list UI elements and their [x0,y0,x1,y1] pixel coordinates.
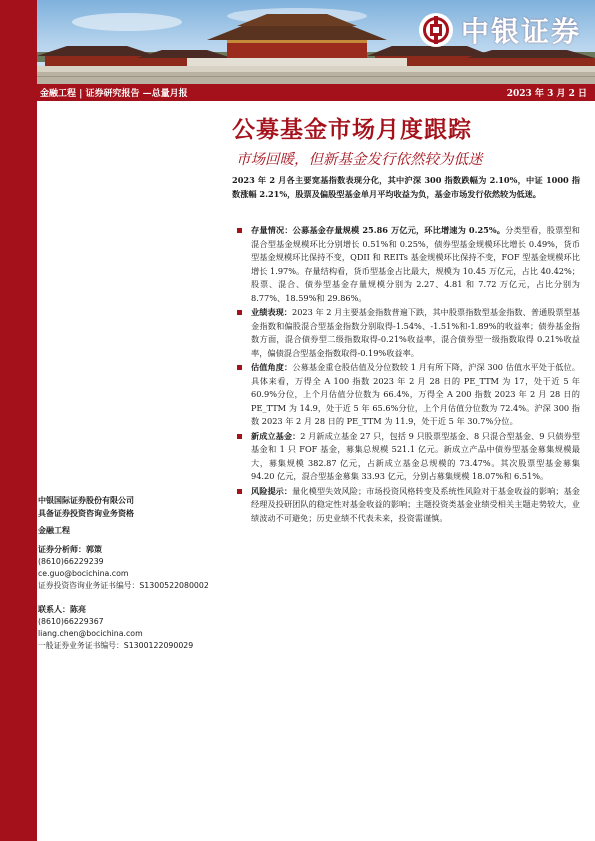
bullet-highlight: 公募基金存量规模 25.86 万亿元，环比增速为 0.25%。 [292,225,506,235]
analyst-title: 证券分析师：郭策 [38,544,102,554]
analyst-info [38,543,228,592]
bullet-body: 公募基金重仓股估值及分位数较 1 月有所下降，沪深 300 估值水平处于低位。具体来看，万得全 A 100 指数 2023 年 2 月 28 日的 PE_TTM 为 17，处于近 5 年 60.9%分位，上个月估值分位数为 66.4%，万得全 A 200 指数 2023 年 2 月 28 日的 PE_TTM 为 14.9，处于近 5 年 65.6%分位，上个月估值分位数为 72.4%。沪深 300 指数 2023 年 2 月 28 日的 PE_TTM 为 11.9，处于近 5 年 30.7%分位。 [251,362,580,426]
contact-phone: (8610)66229367 [38,617,104,626]
bullet-body: 分类型看，股票型和混合型基金规模环比分别增长 0.51%和 0.25%，债券型基金规模环比增长 0.49%，货币型基金规模环比保持不变，QDII 和 REITs 基金规模环比保持不变，FOF 型基金规模环比增长 1.97%。存量结构看，货币型基金占比最大，规模为 10.45 万亿元，占比 40.42%；股票、混合、债券型基金存量规模分别为 2.27、4.81 和 7.72 万亿元，占比分别为 8.77%、18.59%和 29.86%。 [251,225,580,303]
department [38,524,228,537]
bullet-marker-icon [237,489,242,494]
analyst-email[interactable]: ce.guo@bocichina.com [38,569,129,578]
bullet-heading: 存量情况： [251,225,293,235]
report-subtitle: 市场回暖，但新基金发行依然较为低迷 [236,152,483,168]
contact-title: 联系人：陈亮 [38,604,86,614]
company-qualification: 具备证券投资咨询业务资格 [38,508,134,518]
contact-certificate: 一般证券业务证书编号：S1300122090029 [38,641,194,650]
bullet-stock-situation [237,224,580,305]
key-points-list [237,224,580,526]
report-summary: 2023 年 2 月各主要宽基指数表现分化，其中沪深 300 指数跌幅为 2.10%，中证 1000 指数涨幅 2.21%，股票及偏股型基金单月平均收益为负，基金市场发行依然较为低迷。 [232,175,580,199]
header-banner [37,0,595,84]
bullet-performance [237,306,580,360]
bullet-marker-icon [237,310,242,315]
company-name: 中银国际证券股份有限公司 [38,495,134,505]
bullet-heading: 业绩表现： [251,307,292,317]
bullet-marker-icon [237,434,242,439]
bullet-new-funds [237,430,580,484]
analyst-phone: (8610)66229239 [38,557,104,566]
left-red-bar [0,0,37,841]
company-info [38,494,228,520]
bullet-body: 量化模型失效风险；市场投资风格转变及系统性风险对于基金收益的影响；基金经理及投研团队的稳定性对基金收益的影响；主题投资类基金业绩受相关主题走势较大，业绩波动不可避免；历史业绩不代表未来，投资需谨慎。 [251,485,580,523]
analyst-certificate: 证券投资咨询业务证书编号：S1300522080002 [38,581,209,590]
department-name: 金融工程 [38,525,70,535]
bullet-risk-warning [237,485,580,526]
bullet-body: 2023 年 2 月主要基金指数普遍下跌，其中股票指数型基金指数、普通股票型基金指数和偏股混合型基金指数分别取得-1.54%、-1.51%和-1.89%的收益率；债券基金指数方面，混合债券型二级指数取得-0.21%收益率，混合债券型一级指数取得 0.21%收益率，偏债混合型基金指数取得-0.19%收益率。 [251,307,580,358]
bullet-heading: 新成立基金： [251,430,301,441]
bullet-valuation [237,361,580,429]
report-category: 金融工程 | 证券研究报告 —总量月报 [40,89,188,99]
bullet-marker-icon [237,228,242,233]
bank-of-china-logo-icon [419,13,453,47]
report-date: 2023 年 3 月 2 日 [506,89,587,99]
category-strip [37,84,595,101]
bullet-marker-icon [237,365,242,370]
bullet-heading: 风险提示： [251,485,293,496]
brand-name: 中银证券 [460,15,581,48]
contact-email[interactable]: liang.chen@bocichina.com [38,629,143,638]
bullet-heading: 估值角度： [251,362,293,372]
brand-logo [419,10,581,50]
bullet-body: 2 月新成立基金 27 只，包括 9 只股票型基金、8 只混合型基金、9 只债券型基金和 1 只 FOF 基金，募集总规模 521.1 亿元。新成立产品中债券型基金募集规模最大，募集规模 382.87 亿元，占新成立基金总规模的 73.47%。其次股票型基金募集 94.20 亿元，混合型基金募集 33.93 亿元，分别占募集规模 18.07%和 6.51%。 [251,430,580,481]
contact-info [38,603,228,652]
report-title: 公募基金市场月度跟踪 [232,116,472,143]
